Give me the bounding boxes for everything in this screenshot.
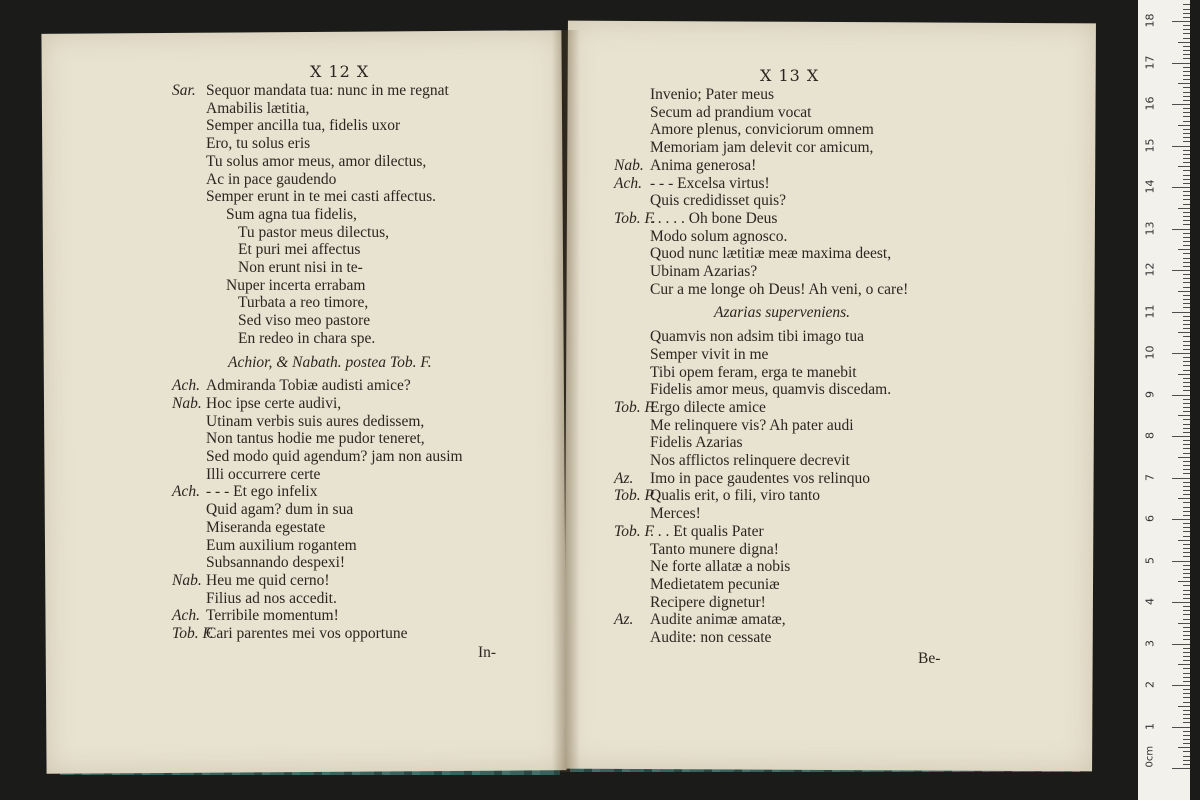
ruler-number: 11 — [1143, 304, 1157, 318]
ruler-tick — [1183, 274, 1190, 275]
verse-line: Eum auxilium rogantem — [206, 536, 357, 554]
ruler-tick — [1178, 42, 1190, 43]
ruler-tick — [1172, 229, 1190, 230]
verse-line: Illi occurrere certe — [206, 465, 321, 483]
ruler-tick — [1183, 183, 1190, 184]
ruler-tick — [1183, 473, 1190, 474]
speaker-label: Nab. — [172, 571, 202, 589]
verse-line: Tu solus amor meus, amor dilectus, — [206, 152, 427, 170]
verse-line: Ero, tu solus eris — [206, 135, 311, 153]
ruler-number: 18 — [1143, 13, 1157, 28]
verse-line: Fidelis amor meus, quamvis discedam. — [650, 381, 892, 399]
ruler-tick — [1183, 502, 1190, 503]
speaker-label: Tob. F — [614, 522, 654, 540]
verse-line: . . . . . Oh bone Deus — [650, 209, 778, 227]
ruler-tick — [1183, 307, 1190, 308]
verse-line: Ubinam Azarias? — [650, 263, 758, 280]
ruler-tick — [1183, 419, 1190, 420]
ruler-tick — [1178, 374, 1190, 375]
ruler-number: 2 — [1143, 681, 1157, 688]
ruler-tick — [1183, 440, 1190, 441]
ruler-tick — [1183, 668, 1190, 669]
ruler-tick — [1183, 4, 1190, 5]
ruler-tick — [1183, 328, 1190, 329]
ruler-tick — [1183, 399, 1190, 400]
verse-line: Fidelis Azarias — [650, 434, 743, 452]
page-number-right: X 13 X — [760, 66, 820, 85]
verse-line: Medietatem pecuniæ — [650, 575, 780, 593]
verse-line: Memoriam jam delevit cor amicum, — [650, 139, 874, 157]
verse-line: Semper erunt in te mei casti affectus. — [206, 188, 436, 206]
ruler-tick — [1183, 523, 1190, 524]
ruler-tick — [1183, 336, 1190, 337]
ruler-number: 9 — [1143, 390, 1157, 398]
ruler-number: 8 — [1143, 432, 1157, 439]
ruler-tick — [1183, 112, 1190, 113]
verse-line: Miseranda egestate — [206, 518, 326, 536]
ruler-tick — [1183, 150, 1190, 151]
ruler-number: 5 — [1143, 556, 1157, 564]
ruler-tick — [1183, 677, 1190, 678]
verse-line: Nuper incerta errabam — [226, 276, 366, 294]
verse-line: Non erunt nisi in te- — [238, 259, 363, 276]
ruler-tick — [1183, 365, 1190, 366]
ruler-tick — [1183, 71, 1190, 72]
ruler-tick — [1172, 63, 1190, 64]
ruler-tick — [1183, 67, 1190, 68]
verse-line: Heu me quid cerno! — [206, 571, 330, 589]
verse-line: Qualis erit, o fili, viro tanto — [650, 487, 821, 505]
ruler-tick — [1183, 233, 1190, 234]
speaker-label: Ach. — [172, 377, 200, 395]
ruler-tick — [1183, 13, 1190, 14]
ruler-tick — [1183, 341, 1190, 342]
verse-line: Cur a me longe oh Deus! Ah veni, o care! — [650, 280, 909, 298]
ruler-tick — [1172, 312, 1190, 313]
ruler-tick — [1183, 760, 1190, 761]
ruler-tick — [1183, 739, 1190, 740]
ruler-tick — [1183, 610, 1190, 611]
ruler-tick — [1172, 478, 1190, 479]
verse-line: Tu pastor meus dilectus, — [238, 223, 389, 241]
ruler-tick — [1172, 146, 1190, 147]
ruler-tick — [1172, 21, 1190, 22]
ruler-tick — [1183, 58, 1190, 59]
ruler-tick — [1183, 303, 1190, 304]
ruler-tick — [1183, 714, 1190, 715]
ruler-tick — [1183, 320, 1190, 321]
ruler-tick — [1183, 544, 1190, 545]
ruler-tick — [1183, 598, 1190, 599]
ruler-tick — [1183, 170, 1190, 171]
ruler-tick — [1172, 519, 1190, 520]
ruler-tick — [1183, 536, 1190, 537]
ruler-tick — [1183, 639, 1190, 640]
ruler-tick — [1183, 590, 1190, 591]
speaker-label: Tob. F. — [614, 398, 656, 416]
ruler-tick — [1172, 727, 1190, 728]
ruler-number: 6 — [1143, 515, 1157, 522]
ruler-tick — [1172, 270, 1190, 271]
verse-line: Secum ad prandium vocat — [650, 103, 812, 121]
ruler-tick — [1183, 378, 1190, 379]
verse-line: Imo in pace gaudentes vos relinquo — [650, 469, 870, 487]
ruler-tick — [1183, 175, 1190, 176]
ruler-number: 4 — [1143, 598, 1157, 605]
ruler-tick — [1183, 411, 1190, 412]
book-gutter — [552, 30, 580, 772]
verse-line: Et puri mei affectus — [238, 241, 361, 259]
verse-line: Audite animæ amatæ, — [650, 611, 786, 629]
ruler-tick — [1183, 295, 1190, 296]
ruler-tick — [1183, 619, 1190, 620]
ruler-tick — [1183, 656, 1190, 657]
ruler-tick — [1183, 195, 1190, 196]
ruler-tick — [1178, 664, 1190, 665]
ruler-tick — [1183, 116, 1190, 117]
verse-line: Modo solum agnosco. — [650, 227, 788, 245]
ruler-tick — [1183, 133, 1190, 134]
ruler-tick — [1183, 531, 1190, 532]
ruler-tick — [1183, 648, 1190, 649]
ruler-tick — [1183, 258, 1190, 259]
ruler-tick — [1183, 316, 1190, 317]
verse-line: Quis credidisset quis? — [650, 192, 787, 210]
ruler-tick — [1183, 552, 1190, 553]
ruler-tick — [1183, 453, 1190, 454]
ruler-tick — [1183, 357, 1190, 358]
speaker-label: Az. — [614, 611, 634, 629]
ruler-tick — [1183, 448, 1190, 449]
ruler-tick — [1178, 747, 1190, 748]
ruler-tick — [1183, 428, 1190, 429]
verse-line: - - - Et ego infelix — [206, 483, 318, 501]
ruler-tick — [1183, 282, 1190, 283]
ruler-number: 16 — [1143, 96, 1157, 111]
measurement-ruler — [1138, 0, 1190, 800]
ruler-tick — [1183, 154, 1190, 155]
ruler-tick — [1178, 415, 1190, 416]
ruler-tick — [1178, 540, 1190, 541]
ruler-tick — [1172, 685, 1190, 686]
verse-line: . . . Et qualis Pater — [650, 522, 764, 540]
ruler-tick — [1183, 424, 1190, 425]
verse-line: En redeo in chara spe. — [238, 329, 376, 347]
ruler-tick — [1183, 96, 1190, 97]
ruler-tick — [1183, 204, 1190, 205]
ruler-tick — [1183, 216, 1190, 217]
catchword-left: In- — [478, 644, 497, 661]
ruler-tick — [1183, 507, 1190, 508]
ruler-tick — [1183, 469, 1190, 470]
ruler-tick — [1183, 556, 1190, 557]
ruler-tick — [1183, 9, 1190, 10]
ruler-tick — [1178, 249, 1190, 250]
verse-line: Invenio; Pater meus — [650, 86, 774, 103]
verse-line: Merces! — [650, 505, 701, 523]
ruler-tick — [1183, 50, 1190, 51]
ruler-tick — [1183, 693, 1190, 694]
ruler-tick — [1183, 697, 1190, 698]
ruler-tick — [1183, 92, 1190, 93]
ruler-tick — [1183, 212, 1190, 213]
verse-line: Quid agam? dum in sua — [206, 501, 354, 519]
catchword-right: Be- — [918, 650, 941, 667]
ruler-tick — [1183, 403, 1190, 404]
ruler-tick — [1178, 125, 1190, 126]
ruler-tick — [1183, 702, 1190, 703]
verse-line: Utinam verbis suis aures dedissem, — [206, 412, 425, 430]
verse-line: Ac in pace gaudendo — [206, 170, 337, 188]
ruler-tick — [1178, 457, 1190, 458]
verse-line: - - - Excelsa virtus! — [650, 174, 770, 192]
ruler-tick — [1183, 137, 1190, 138]
verse-line: Subsannando despexi! — [206, 554, 346, 572]
verse-line: Ne forte allatæ a nobis — [650, 558, 791, 576]
ruler-tick — [1172, 395, 1190, 396]
ruler-tick — [1178, 208, 1190, 209]
ruler-tick — [1183, 241, 1190, 242]
speaker-label: Ach. — [172, 483, 200, 501]
ruler-tick — [1183, 494, 1190, 495]
ruler-tick — [1183, 253, 1190, 254]
ruler-tick — [1183, 17, 1190, 18]
verse-line: Sum agna tua fidelis, — [226, 205, 357, 223]
ruler-tick — [1183, 191, 1190, 192]
ruler-tick — [1183, 237, 1190, 238]
ruler-tick — [1183, 386, 1190, 387]
ruler-tick — [1183, 756, 1190, 757]
speaker-label: Nab. — [614, 156, 644, 174]
verse-line: Tibi opem feram, erga te manebit — [650, 363, 857, 381]
verse-line: Terribile momentum! — [206, 607, 339, 625]
ruler-tick — [1183, 710, 1190, 711]
ruler-tick — [1183, 722, 1190, 723]
ruler-number: 7 — [1143, 473, 1157, 481]
ruler-number: 1 — [1143, 722, 1157, 730]
ruler-tick — [1183, 569, 1190, 570]
ruler-tick — [1183, 731, 1190, 732]
ruler-tick — [1183, 461, 1190, 462]
verse-line: Quamvis non adsim tibi imago tua — [650, 328, 864, 346]
verse-line: Amabilis lætitia, — [206, 99, 310, 117]
ruler-tick — [1183, 370, 1190, 371]
ruler-tick — [1183, 490, 1190, 491]
verse-line: Nos afflictos relinquere decrevit — [650, 452, 850, 469]
verse-line: Semper ancilla tua, fidelis uxor — [206, 117, 401, 135]
verse-line: Sed viso meo pastore — [238, 312, 371, 330]
verse-line: Hoc ipse certe audivi, — [206, 394, 342, 412]
verse-line: Semper vivit in me — [650, 345, 769, 363]
ruler-number: 10 — [1143, 345, 1157, 360]
ruler-tick — [1183, 407, 1190, 408]
speaker-label: Ach. — [614, 174, 642, 192]
ruler-tick — [1183, 565, 1190, 566]
ruler-tick — [1183, 585, 1190, 586]
ruler-tick — [1183, 689, 1190, 690]
ruler-tick — [1183, 735, 1190, 736]
speaker-label: Tob. P. — [614, 487, 656, 505]
ruler-tick — [1178, 706, 1190, 707]
ruler-tick — [1183, 75, 1190, 76]
verse-line: Admiranda Tobiæ audisti amice? — [206, 377, 411, 395]
ruler-tick — [1183, 158, 1190, 159]
ruler-tick — [1183, 486, 1190, 487]
ruler-tick — [1183, 751, 1190, 752]
ruler-number: 17 — [1143, 55, 1157, 69]
ruler-tick — [1178, 83, 1190, 84]
ruler-number: 13 — [1143, 221, 1157, 235]
ruler-tick — [1183, 29, 1190, 30]
ruler-number: 15 — [1143, 138, 1157, 152]
ruler-tick — [1183, 345, 1190, 346]
ruler-tick — [1183, 79, 1190, 80]
ruler-tick — [1183, 673, 1190, 674]
ruler-tick — [1183, 299, 1190, 300]
ruler-tick — [1172, 187, 1190, 188]
ruler-tick — [1183, 631, 1190, 632]
verse-line: Cari parentes mei vos opportune — [206, 625, 408, 642]
ruler-tick — [1183, 224, 1190, 225]
speaker-label: Nab. — [172, 394, 202, 412]
verse-line: Quod nunc lætitiæ meæ maxima deest, — [650, 245, 892, 263]
ruler-tick — [1178, 166, 1190, 167]
ruler-tick — [1183, 660, 1190, 661]
ruler-tick — [1178, 291, 1190, 292]
page-number-left: X 12 X — [310, 62, 370, 81]
scene-heading: Azarias superveniens. — [714, 304, 851, 322]
speaker-label: Tob. F. — [172, 625, 214, 642]
ruler-tick — [1183, 681, 1190, 682]
ruler-tick — [1183, 606, 1190, 607]
ruler-tick — [1172, 104, 1190, 105]
ruler-number: 12 — [1143, 262, 1157, 277]
verse-line: Amore plenus, conviciorum omnem — [650, 121, 874, 139]
ruler-tick — [1183, 743, 1190, 744]
ruler-tick — [1183, 179, 1190, 180]
verse-line: Turbata a reo timore, — [238, 294, 369, 312]
ruler-tick — [1178, 498, 1190, 499]
ruler-tick — [1183, 46, 1190, 47]
ruler-tick — [1183, 287, 1190, 288]
ruler-tick — [1183, 25, 1190, 26]
ruler-tick — [1183, 245, 1190, 246]
ruler-tick — [1183, 573, 1190, 574]
ruler-tick — [1172, 353, 1190, 354]
ruler-tick — [1183, 627, 1190, 628]
ruler-number: 3 — [1143, 639, 1157, 647]
ruler-tick — [1183, 87, 1190, 88]
ruler-tick — [1178, 623, 1190, 624]
verse-line: Tanto munere digna! — [650, 540, 779, 558]
verse-line: Me relinquere vis? Ah pater audi — [650, 416, 854, 434]
ruler-tick — [1183, 390, 1190, 391]
ruler-tick — [1172, 644, 1190, 645]
verse-line: Non tantus hodie me pudor teneret, — [206, 430, 425, 448]
ruler-tick — [1183, 432, 1190, 433]
ruler-tick — [1183, 652, 1190, 653]
speaker-label: Az. — [614, 469, 634, 487]
ruler-tick — [1183, 515, 1190, 516]
verse-line: Anima generosa! — [650, 156, 757, 174]
ruler-tick — [1183, 262, 1190, 263]
ruler-tick — [1183, 220, 1190, 221]
ruler-tick — [1183, 594, 1190, 595]
ruler-tick — [1183, 527, 1190, 528]
ruler-tick — [1183, 764, 1190, 765]
ruler-tick — [1183, 129, 1190, 130]
ruler-tick — [1183, 482, 1190, 483]
ruler-tick — [1183, 33, 1190, 34]
ruler-unit-label: 0cm — [1144, 745, 1156, 768]
ruler-tick — [1183, 718, 1190, 719]
ruler-tick — [1183, 511, 1190, 512]
verse-line: Recipere dignetur! — [650, 593, 766, 611]
ruler-tick — [1183, 444, 1190, 445]
verse-line: Sequor mandata tua: nunc in me regnat — [206, 82, 449, 99]
scene-heading: Achior, & Nabath. postea Tob. F. — [228, 353, 432, 371]
ruler-tick — [1183, 635, 1190, 636]
ruler-tick — [1172, 602, 1190, 603]
ruler-tick — [1183, 382, 1190, 383]
ruler-number: 14 — [1143, 179, 1157, 194]
ruler-tick — [1178, 581, 1190, 582]
ruler-tick — [1183, 349, 1190, 350]
verse-line: Filius ad nos accedit. — [206, 589, 337, 607]
ruler-tick — [1183, 577, 1190, 578]
ruler-tick — [1183, 141, 1190, 142]
speaker-label: Sar. — [172, 82, 196, 99]
ruler-tick — [1172, 561, 1190, 562]
speaker-label: Ach. — [172, 607, 200, 625]
ruler-tick — [1183, 548, 1190, 549]
ruler-tick — [1183, 614, 1190, 615]
speaker-label: Tob. F. — [614, 209, 656, 227]
ruler-tick — [1178, 332, 1190, 333]
verse-line: Audite: non cessate — [650, 629, 772, 646]
ruler-tick — [1183, 199, 1190, 200]
ruler-tick — [1183, 465, 1190, 466]
ruler-tick — [1183, 266, 1190, 267]
verse-line: Sed modo quid agendum? jam non ausim — [206, 448, 463, 465]
ruler-tick — [1172, 436, 1190, 437]
ruler-tick — [1183, 108, 1190, 109]
ruler-tick — [1183, 54, 1190, 55]
ruler-tick — [1183, 121, 1190, 122]
ruler-tick — [1183, 324, 1190, 325]
ruler-tick — [1183, 361, 1190, 362]
ruler-tick — [1183, 162, 1190, 163]
ruler-tick — [1183, 38, 1190, 39]
ruler-tick — [1172, 768, 1190, 769]
verse-line: Ergo dilecte amice — [650, 398, 766, 416]
ruler-tick — [1183, 278, 1190, 279]
ruler-tick — [1183, 100, 1190, 101]
